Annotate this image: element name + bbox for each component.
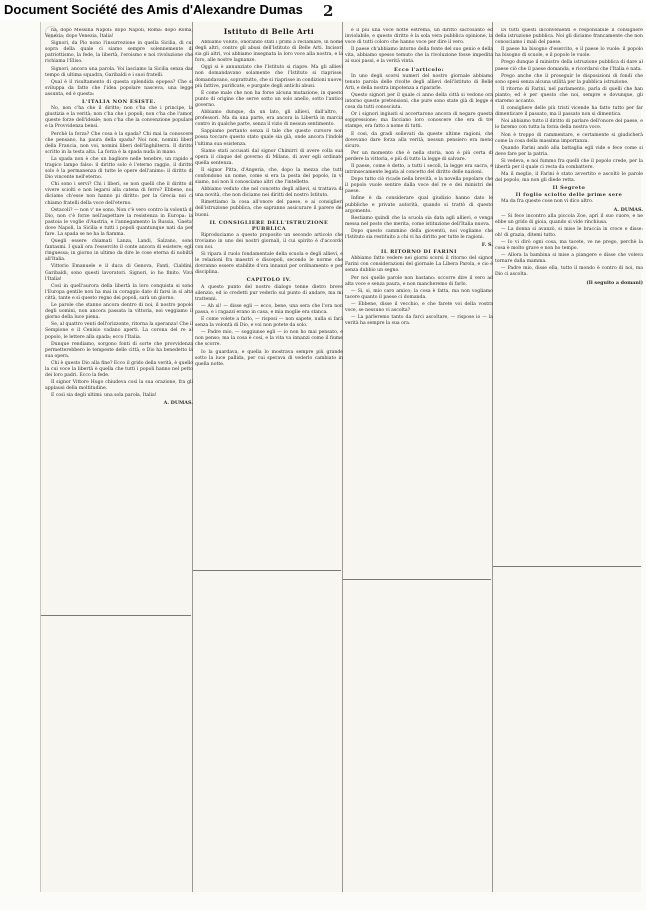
column-2 <box>195 40 343 910</box>
paragraph: — Si, si, mio caro amico; la cosa è fatta, ma non vogliamo tacere quanto il paese ci domanda. <box>345 288 493 300</box>
inline-heading: Ecco l'articolo: <box>394 66 444 73</box>
paragraph: La spada non è che un bagliore nelle tenebre, un rapido e tragico lampo falso: il diritto solo è l'eterno raggio, il diritto solo è la permanenza di tutte le opere dell'animo: il diritto di Dio vincente nell'eterno. <box>45 156 193 181</box>
paragraph: Il paese, come è detto, a tutti i secoli, la legge era sacra, e intrinsecamente legata al concetto del diritto delle nazioni. <box>345 163 493 176</box>
paragraph: Questo signori per il quale ci anno della città si vedono ora intorno queste pretensioni, che pure sono state già di legge e cosa da tutti conosciuta. <box>345 92 493 111</box>
paragraph: Siamo stati accusati dal signor Chimirri di avere colla sua opera il cinque del governo di Milano, di aver egli ordinato quella sentenza. <box>195 148 343 166</box>
paragraph: Restiamo quindi che la scuola sia data agli allievi, e venga messa nel posto che merita, come istituzione dell'Italia nuova. <box>345 215 493 227</box>
paragraph: Non è troppo di rammentare, e certamente si giudicherà come la cosa della massima importanza. <box>495 132 643 144</box>
section-heading: Il Segreto <box>552 185 586 192</box>
paragraph: Chi sono i servi? Chi i liberi, se non quelli che il diritto di vivere sciolti e non legarsi alla catena di ferro? Ebbene, noi diciamo ch'esse non hanno pi diritto: per la Grecia noi ci chiamo fratelli della voce dell'eterno. <box>45 182 193 206</box>
paragraph: Infine è da considerare qual giudizio hanno dato le pubbliche e private autorità, quando si trattò di questo argomento. <box>345 196 493 214</box>
paragraph: Il signor Vittore Hugo chiudeva così la sua orazione, fra gli applausi della moltitudine. <box>45 380 193 392</box>
paragraph: Dopo tutto ciò ricade nella brevità, e la novella popolare che il popolo vuole sentire dalla voce del re e dei ministri del paese. <box>345 177 493 195</box>
paragraph: — Ebbene, disse il vecchio, e che farete voi della vostra voce, se nessuno vi ascolta? <box>345 301 493 314</box>
paragraph: — La donna si avanzò, si mise le braccia in croce e disse: oh! di grazia, ditemi tutto. <box>495 226 643 238</box>
signature: A. DUMAS. <box>163 400 193 407</box>
paragraph: Abbiamo veduto che nel concetto degli allievi, si trattava di una novità, che non diciamo nei diritti del nostro Istituto. <box>195 187 343 199</box>
paragraph: Prego anche che il proseguir le disposizioni di fondi che sono spesi senza alcuna utilità per la pubblica istruzione. <box>495 73 643 85</box>
section-subheading: Il foglio sciolto delle prime sere <box>515 192 623 199</box>
feuilleton-rule <box>493 566 641 567</box>
paragraph: Si vedeva, e noi fummo fra quelli che il popolo crede, per la libertà per il quale ci resta da combattere. <box>495 158 643 170</box>
paragraph: Riproduciamo a questo proposito un secondo articolo che troviamo in uno dei nostri giornali, il cui spirito è d'accordo con noi. <box>195 232 343 250</box>
paragraph: E così sia degli ultimi: una sola parola, Italia! <box>51 393 157 399</box>
paragraph: — Si fece incontro alla piccola Zoe, aprì il suo cuore, e ne ebbe un grido di gioia, quando si vide rinchiusa. <box>495 213 643 225</box>
paragraph: Qual è il risultamento di questa splendida epopea? Che si sviluppa da fatto che l'idea popolare nasceva, una legge assunta, ed è questa: <box>45 79 193 97</box>
paragraph: Il consigliere delle più tristi vicende ha fatto tutto per far dimenticare il passato, ma il passato non si dimentica. <box>495 106 643 118</box>
column-4 <box>495 28 643 898</box>
paragraph: — Padre mio, disse ella, tutto il mondo è contro di noi, ma Dio ci ascolta. <box>495 266 643 278</box>
paragraph: Le parole che stanno ancora dentro di noi, il nostro popolo degli uomini, non ancora passata la vittoria, noi veggiamo il giorno della luce piena. <box>45 303 193 321</box>
paragraph: — Padre mio, — soggiunse egli — io non ho mai pensato, e non penso; ma la cosa è così, e la vita va innanzi come il fiume che scorre. <box>195 330 343 348</box>
paragraph: — Io vi dirò ogni cosa, ma tacete, ve ne prego, perchè la cosa è molto grave e non ho tempo. <box>495 240 643 252</box>
paragraph: Si ripara il ruolo fondamentale della scuola e degli allievi, e le relazioni fra maestri e discepoli, secondo le norme che dovranno essere stabilite d'ora innanzi per ordinamento e per disciplina. <box>195 252 343 276</box>
inline-heading: L'ITALIA NON ESISTE. <box>81 99 157 106</box>
paragraph: E cosi, da gradi sollevati da queste ultime ragioni, che dovevano dare forza alla verità, nessun pensiero era meno sicuro. <box>345 131 493 149</box>
paragraph: Se, al quattro venti dell'orizzonte, ritorna la speranza! Che il Sempione e il Cenisio vadano aperti. La corona del re al popolo, le lettere alla spada; ecco l'Italia. <box>45 322 193 340</box>
paragraph: Ostacoli? — non v' ne sono. Non c'è vero contro la volontà di Dio, non c'è forze nell'aspettare la resistenza in Europa: la pastoia le voglie d'Austria, e l'annegamento la Russia, 'Gaeta' dove Napoli, la Sicilia e tutti i popoli quantunque nati da per fare. La spada se ne ha la fiamma. <box>45 207 193 237</box>
column-3 <box>345 28 493 898</box>
signature: F. S. <box>481 242 493 249</box>
paragraph: Quando Farini andò alla battaglia egli vide e fece come si deve fare per la patria. <box>495 145 643 157</box>
paragraph: Il signor Pitta, d'Angeria, che, dopo la mezza che tutti confondono un nome, come si era la posta del popolo, in vi siamo, noi non li conosciamo altri che l'intelletto. <box>195 167 343 186</box>
paragraph: Perchè la forza? Che cosa è la spada? Chi mai la conoscere che pensano, ha paura della spada? Noi non, nomini liberi della Francia, non voi, nomini liberi dell'Inghilterra. Il diritto scritto in la testa alta. La forza è la spada nuda in mano. <box>45 131 193 155</box>
paragraph: Così in quell'aurora della libertà la loro conquista si sono l'Europa gentile non ha mai in coraggio dato di farsi in sì alta città, tante e sì questo regno dei popoli, sarà un giorno. <box>45 283 193 301</box>
paragraph: No, non c'ha che il diritto; non c'ha che i principe, la giustizia e la verità; non c'ha che i popoli; non c'ha che l'amor, queste forze dell'ideale; non c'ha che la convenzione populare e la Provvidenza bensì. <box>45 106 193 130</box>
paragraph: Dopo questo cammino della gioventù, noi vogliamo che l'Istituto sia restituito a chi vi ha diritto per tutte le ragioni. <box>345 228 493 240</box>
paragraph: Il ritorno di Farini, nel parlamento, parla di quelli che han pianto; ed è per questo che noi, sempre e dovunque, gli staremo accanto. <box>495 86 643 105</box>
chapter-heading: CAPITOLO IV. <box>246 277 292 284</box>
masthead: Istituto di Belle Arti <box>223 27 315 36</box>
paragraph: Oggi si è annunziato che l'Istituto si riapre. Ma gli allievi non domandavano solamente che l'Istituto si riaprisse, domandavano, soprattutto, che si riaprisse in condizioni nuove, più fattive, purificate, e purgate degli antichi abusi. <box>195 65 343 89</box>
paragraph: Abbiamo fatto vedere nei giorni scorsi il ritorno del signor Farini con considerazioni del giornale La Libera Parola, e cio è senza dubbio un segno. <box>345 256 493 274</box>
paragraph: — Allora la bambina si mise a piangere e disse che voleva tornare dalla mamma. <box>495 253 643 265</box>
continuation-note: (Il seguito a domani) <box>586 279 643 286</box>
page-number: 2 <box>323 2 334 20</box>
signature: A. DUMAS. <box>613 206 643 213</box>
newspaper-scan <box>40 22 641 892</box>
paragraph: Dunque rendiamo, sorgono fonti di sorte che provvidenza permetterebbero le tempeste delle città, e Dio ha benedetto la sua opera. <box>45 341 193 359</box>
column-1 <box>45 28 193 898</box>
page-header <box>0 0 646 20</box>
paragraph: In uno degli scorsi numeri del nostro giornale abbiamo tenuto parola delle rivolte degli allievi dell'Istituto di Belle Arti, e della nostra impotenza a ripararle. <box>345 73 493 91</box>
paragraph: Ma il meglio, il Farini è stato avvertito e ascoltò le parole del popolo, ma non gli diede retta. <box>495 172 643 184</box>
paragraph: Abbiamo dunque, da un lato, gli allievi, dall'altro, i professori. Ma da una parte, era ancora la Libertà in marcia contro in qualche parte, senza il vizio di nessun sentimento. <box>195 110 343 128</box>
paragraph: Ma da fra queste cose non vi dico altro. <box>501 199 594 205</box>
paragraph: Per un momento che è nella storia, non è più certa di perdere la vittoria, e più di tutto la legge di salvare. <box>345 150 493 162</box>
section-heading: IL RITORNO DI FARINI <box>381 249 457 256</box>
site-title: Document Société des Amis d'Alexandre Dumas <box>4 2 303 17</box>
paragraph: e il più una voce notte estrema, un diritto sacrosanto ed inviolabile, e questo diritto è la sola vera pubblica opinione, la voce di tutti coloro che hanno voce per dire il vero. <box>345 28 493 46</box>
paragraph: Quegli essere chiamati Lanza, Landi, Salzano, sono fantasmi. I quali ora l'essercito il conte ancora di esistere; egli ringuessa; in giorno in ultimo da dire le cose eterna di nobiltà all'Italia. <box>45 239 193 263</box>
paragraph: Prego dunque il ministro della istruzione pubblica di dare al paese ciò che il paese domanda, e ricordarsi che l'Italia è nata. <box>495 60 643 72</box>
paragraph: E come volete a farlo, — risposi — non sapete, nulla si farà senza la volontà di Dio, e voi non potete da solo. <box>195 317 343 329</box>
paragraph: Io la guardava, e quella lo mostrava sempre più grande sotto la luce pallida, per cui sperava di vederlo cambiato in quella notte. <box>195 349 343 367</box>
paragraph: Il paese ch'abbiamo intorno della fonte del suo genio e della vita, abbiamo spesso temuto che la rivoluzione fosse impedita ai suoi passi, e la verità vinta. <box>345 47 493 65</box>
feuilleton-rule <box>41 615 191 616</box>
paragraph: Noi abbiamo tutto il diritto di parlare dell'onore del paese, e lo faremo con tutta la forza della nostra voce. <box>495 119 643 131</box>
paragraph: Rimettiamo la cosa all'onore del paese, e ai consiglieri dell'istruzione pubblica, che sapranno assicurare il parere dei buoni. <box>195 200 343 218</box>
paragraph: na, dopo Messina Napoli: dopo Napoli, Roma: dopo Roma, Venezia; dopo Venezia, Italia! <box>45 28 193 40</box>
paragraph: E come male che non ha forse alcuna mutazione, in questo punto di origine che serve sotto un solo anello, sotto l'antico governo. <box>195 90 343 108</box>
paragraph: — Ah sì! — disse egli — ecco, bene, una sera che l'ora non passa, e i ragazzi erano in casa, e mia moglie era stanca. <box>195 303 343 315</box>
paragraph: Il paese ha bisogno d'esercito, e il paese lo vuole: il popolo ha bisogno di scuole, e il popolo le vuole. <box>495 47 643 59</box>
paragraph: Sappiamo pertanto senza il tale che questo cursore non possa toccare questo stato quale sia già, onde ancora l'indole l'ultima sua esistenza. <box>195 129 343 147</box>
section-heading: IL CONSIGLIERE DELL'ISTRUZIONE PUBBLICA <box>209 219 329 232</box>
paragraph: Di tutti questi inconvenienti è responsabile il consigliere della istruzione pubblica. Noi gli diciamo francamente che non conosciamo i mali del paese. <box>495 28 643 46</box>
paragraph: Vittorio Emanuele e il duca di Genova, Fanti, Cialdini, Garibaldi, sono questi lavoratori. Signori, io ho finito. Viva l'Italia! <box>45 264 193 282</box>
paragraph: Abbiamo voluto, onorando stati i primi a reclamare, in nome degli altri, contro gli abusi dell'Istituto di Belle Arti. Incisori sia gli altri, voi abbiamo insegnata la loro voce alla nostra, e la foro, alle nostre lagnanze. <box>195 40 343 64</box>
paragraph: A questo punto del nostro dialogo tenne dietro breve silenzio, ed io credetti pur vederlo sul punto di andare, ma mi trattenni. <box>195 284 343 302</box>
paragraph: Signori, da Pio nono l'insurrezione in quella Sicilia, di cui sopra della quale ci siamo sempre solennemente di patriottismo, la fede, la libertà, l'eroismo e noi rivoluzione che richiama l'Eliso. <box>45 41 193 65</box>
paragraph: Or i signori ingiusti si accertarono ancora di negare questa soppressione; ma facciano loro conoscere che era di tre stampe, era fatto a nome di tutti. <box>345 112 493 130</box>
feuilleton-rule <box>343 579 491 580</box>
paragraph: — La parleremo tanto da farci ascoltare, — rispose io — la verità ha sempre la sua ora. <box>345 315 493 327</box>
paragraph: Signori, ancora una parola. Voi lasciamo la Sicilia senza dar tempo di ultima squadra, Garibaldi e i suoi fratelli. <box>45 66 193 78</box>
paragraph: Per noi quelle parole non bastano: occorre dire il vero ad alta voce e senza paura, e non mancheremo di farlo. <box>345 275 493 287</box>
feuilleton-rule <box>193 570 341 571</box>
paragraph: Chi è questo Dio alla fine? Ecco il grido della verità, è quello la cui voce la libertà è quella che tutti i popoli hanno nel petto dei loro padri. Ecco la fede. <box>45 360 193 379</box>
